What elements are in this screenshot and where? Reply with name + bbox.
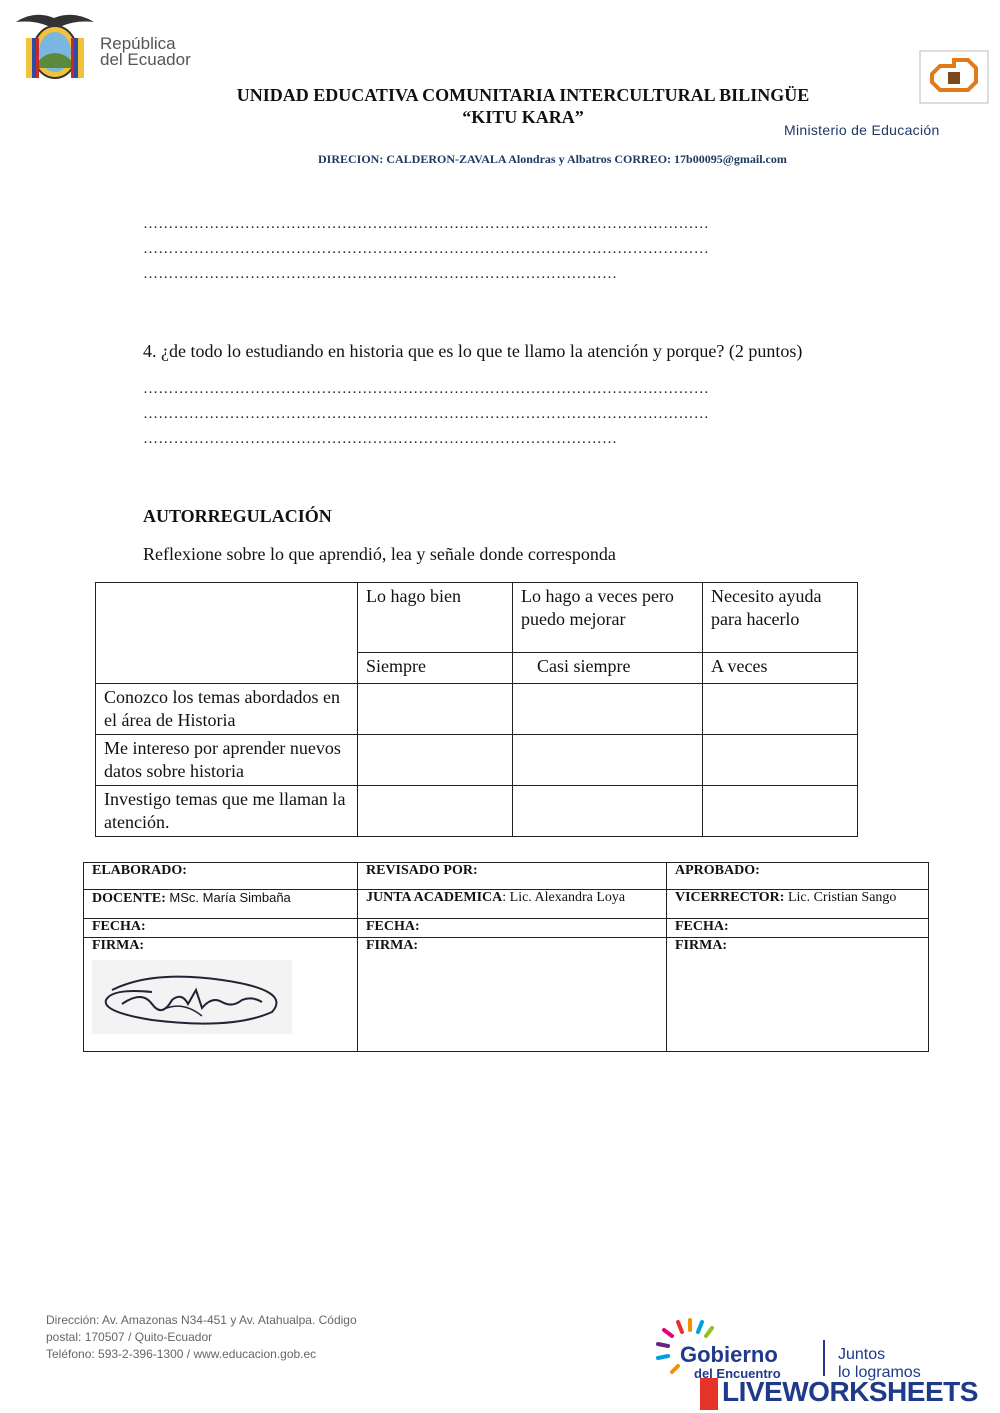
signatures-table (83, 862, 929, 1052)
fecha-label: FECHA: (84, 919, 358, 938)
republica-line1: República (100, 34, 176, 53)
docente-label: DOCENTE: (92, 891, 166, 906)
table-corner-cell (96, 583, 358, 684)
ministerio-educacion: Ministerio de Educación (784, 122, 940, 138)
autorregulacion-title: AUTORREGULACIÓN (143, 506, 332, 526)
frequency-header: Casi siempre (513, 653, 703, 684)
address-line: postal: 170507 / Quito-Ecuador (46, 1330, 213, 1344)
autorregulacion-instruction: Reflexione sobre lo que aprendió, lea y señale donde corresponda (143, 544, 616, 564)
docente-cell (84, 890, 358, 919)
check-cell[interactable] (703, 786, 858, 837)
vicerrector-label: VICERRECTOR: (675, 890, 785, 905)
docente-name: MSc. María Simbaña (169, 890, 291, 905)
aprobado-header: APROBADO: (667, 863, 929, 890)
firma-label: FIRMA: (92, 938, 145, 953)
republica-logo (14, 8, 224, 84)
firma-label: FIRMA: (366, 938, 419, 953)
frequency-header: A veces (703, 653, 858, 684)
fecha-label: FECHA: (358, 919, 667, 938)
coat-of-arms-icon (14, 8, 96, 84)
school-name: UNIDAD EDUCATIVA COMUNITARIA INTERCULTURAL BILINGÜE (236, 85, 810, 105)
address-line: Teléfono: 593-2-396-1300 / www.educacion.gob.ec (46, 1347, 317, 1361)
check-cell[interactable] (513, 735, 703, 786)
footer-address (46, 1312, 357, 1363)
check-cell[interactable] (513, 786, 703, 837)
school-address: DIRECION: CALDERON-ZAVALA Alondras y Albatros CORREO: 17b00095@gmail.com (318, 152, 787, 166)
vicerrector-name: Lic. Cristian Sango (787, 890, 897, 905)
autorregulacion-table (95, 582, 858, 837)
slogan-line1: Juntos (838, 1346, 886, 1363)
vicerrector-cell (667, 890, 929, 919)
criterion-label: Conozco los temas abordados en el área de Historia (96, 684, 358, 735)
school-subname: “KITU KARA” (462, 107, 584, 127)
junta-name: : Lic. Alexandra Loya (502, 890, 626, 905)
elaborado-header: ELABORADO: (84, 863, 358, 890)
answer-line[interactable]: ………………………………………………………………………………………………… (143, 406, 710, 422)
revisado-header: REVISADO POR: (358, 863, 667, 890)
address-line: Dirección: Av. Amazonas N34-451 y Av. Atahualpa. Código (46, 1313, 357, 1327)
slogan-line2: lo logramos (838, 1364, 921, 1381)
answer-line[interactable]: ………………………………………………………………………………………………… (143, 241, 710, 257)
column-header: Lo hago a veces pero puedo mejorar (513, 583, 703, 653)
junta-cell (358, 890, 667, 919)
check-cell[interactable] (703, 684, 858, 735)
column-header: Lo hago bien (358, 583, 513, 653)
check-cell[interactable] (358, 684, 513, 735)
criterion-label: Me intereso por aprender nuevos datos sobre historia (96, 735, 358, 786)
uecib-emblem-icon (918, 50, 990, 104)
firma-cell-vicerrector (667, 938, 929, 1052)
fecha-label: FECHA: (667, 919, 929, 938)
handwritten-signature (92, 960, 292, 1034)
gobierno-text: Gobierno (680, 1342, 778, 1367)
check-cell[interactable] (358, 786, 513, 837)
liveworksheets-watermark: LIVEWORKSHEETS (722, 1376, 978, 1407)
firma-cell-junta (358, 938, 667, 1052)
question-4: 4. ¿de todo lo estudiando en historia que es lo que te llamo la atención y porque? (2 puntos) (143, 341, 803, 361)
frequency-header: Siempre (358, 653, 513, 684)
answer-line[interactable]: ………………………………………………………………………………… (143, 431, 618, 447)
answer-line[interactable]: ………………………………………………………………………………………………… (143, 216, 710, 232)
check-cell[interactable] (513, 684, 703, 735)
junta-label: JUNTA ACADEMICA (366, 890, 503, 905)
check-cell[interactable] (703, 735, 858, 786)
check-cell[interactable] (358, 735, 513, 786)
answer-line[interactable]: ………………………………………………………………………………… (143, 266, 618, 282)
del-encuentro-text: del Encuentro (694, 1366, 781, 1381)
firma-label: FIRMA: (675, 938, 728, 953)
column-header: Necesito ayuda para hacerlo (703, 583, 858, 653)
answer-line[interactable]: ………………………………………………………………………………………………… (143, 381, 710, 397)
uecib-badge (918, 50, 990, 104)
republica-line2: del Ecuador (100, 50, 191, 69)
criterion-label: Investigo temas que me llaman la atención. (96, 786, 358, 837)
firma-cell-docente (84, 938, 358, 1052)
